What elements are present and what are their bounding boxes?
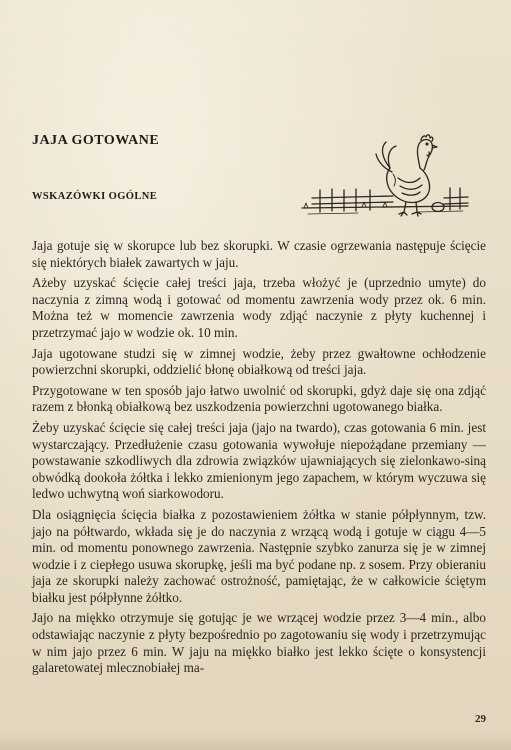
section-heading: WSKAZÓWKI OGÓLNE — [32, 191, 158, 202]
paragraph: Przygotowane w ten sposób jajo łatwo uwolnić od skorupki, gdyż daje się ona zdjąć razem z błonką obiałkową bez uszkodzenia powierzchni ugotowanego białka. — [32, 382, 486, 415]
page-title: JAJA GOTOWANE — [32, 133, 160, 148]
page-number: 29 — [475, 713, 486, 725]
hen-on-fence-icon — [298, 128, 473, 224]
paragraph: Dla osiągnięcia ścięcia białka z pozostawieniem żółtka w stanie półpłynnym, tzw. jajo na półtwardo, wkłada się je do naczynia z wrzącą wodą i gotuje w ciągu 4—5 min. od momentu ponownego zawrzenia. Następnie szybko zanurza się je w zimnej wodzie i z ciepłego usuwa skorupkę, jeśli ma być podane np. z sosem. Przy obieraniu jaja ze skorupki należy zachować ostrożność, pamiętając, że w całkowicie ściętym białku jest półpłynne żółtko. — [32, 506, 486, 605]
page-edge-shadow — [0, 732, 511, 750]
paragraph: Jajo na miękko otrzymuje się gotując je we wrzącej wodzie przez 3—4 min., albo odstawiając naczynie z płyty bezpośrednio po zagotowaniu się wody i przetrzymując w nim jajo przez 6 min. W jaju na miękko białko jest lekko ścięte o konsystencji galaretowatej mlecznobiałej ma- — [32, 610, 486, 676]
paragraph: Ażeby uzyskać ścięcie całej treści jaja, trzeba włożyć je (uprzednio umyte) do naczynia z zimną wodą i gotować od momentu zawrzenia wody przez ok. 6 min. Można też w momencie zawrzenia wody zdjąć naczynie z płyty kuchennej i przetrzymać jajo w wodzie ok. 10 min. — [32, 275, 486, 340]
paragraph: Jaja gotuje się w skorupce lub bez skorupki. W czasie ogrzewania następuje ścięcie się niektórych białek zawartych w jaju. — [32, 238, 486, 270]
paragraph: Żeby uzyskać ścięcie się całej treści jaja (jajo na twardo), czas gotowania 6 min. jest wystarczający. Przedłużenie czasu gotowania wywołuje niepożądane przemiany — powstawanie szkodliwych dla zdrowia związków ujawniających się zielonkawo-siną obwódką dookoła żółtka i lekko zmienionym jego zapachem, w którym wyczuwa się ledwo uchwytną woń siarkowodoru. — [32, 419, 486, 502]
body-text — [32, 238, 486, 681]
paragraph: Jaja ugotowane studzi się w zimnej wodzie, żeby przez gwałtowne ochłodzenie powierzchni skorupki, oddzielić błonę obiałkową od treści jaja. — [32, 345, 486, 378]
